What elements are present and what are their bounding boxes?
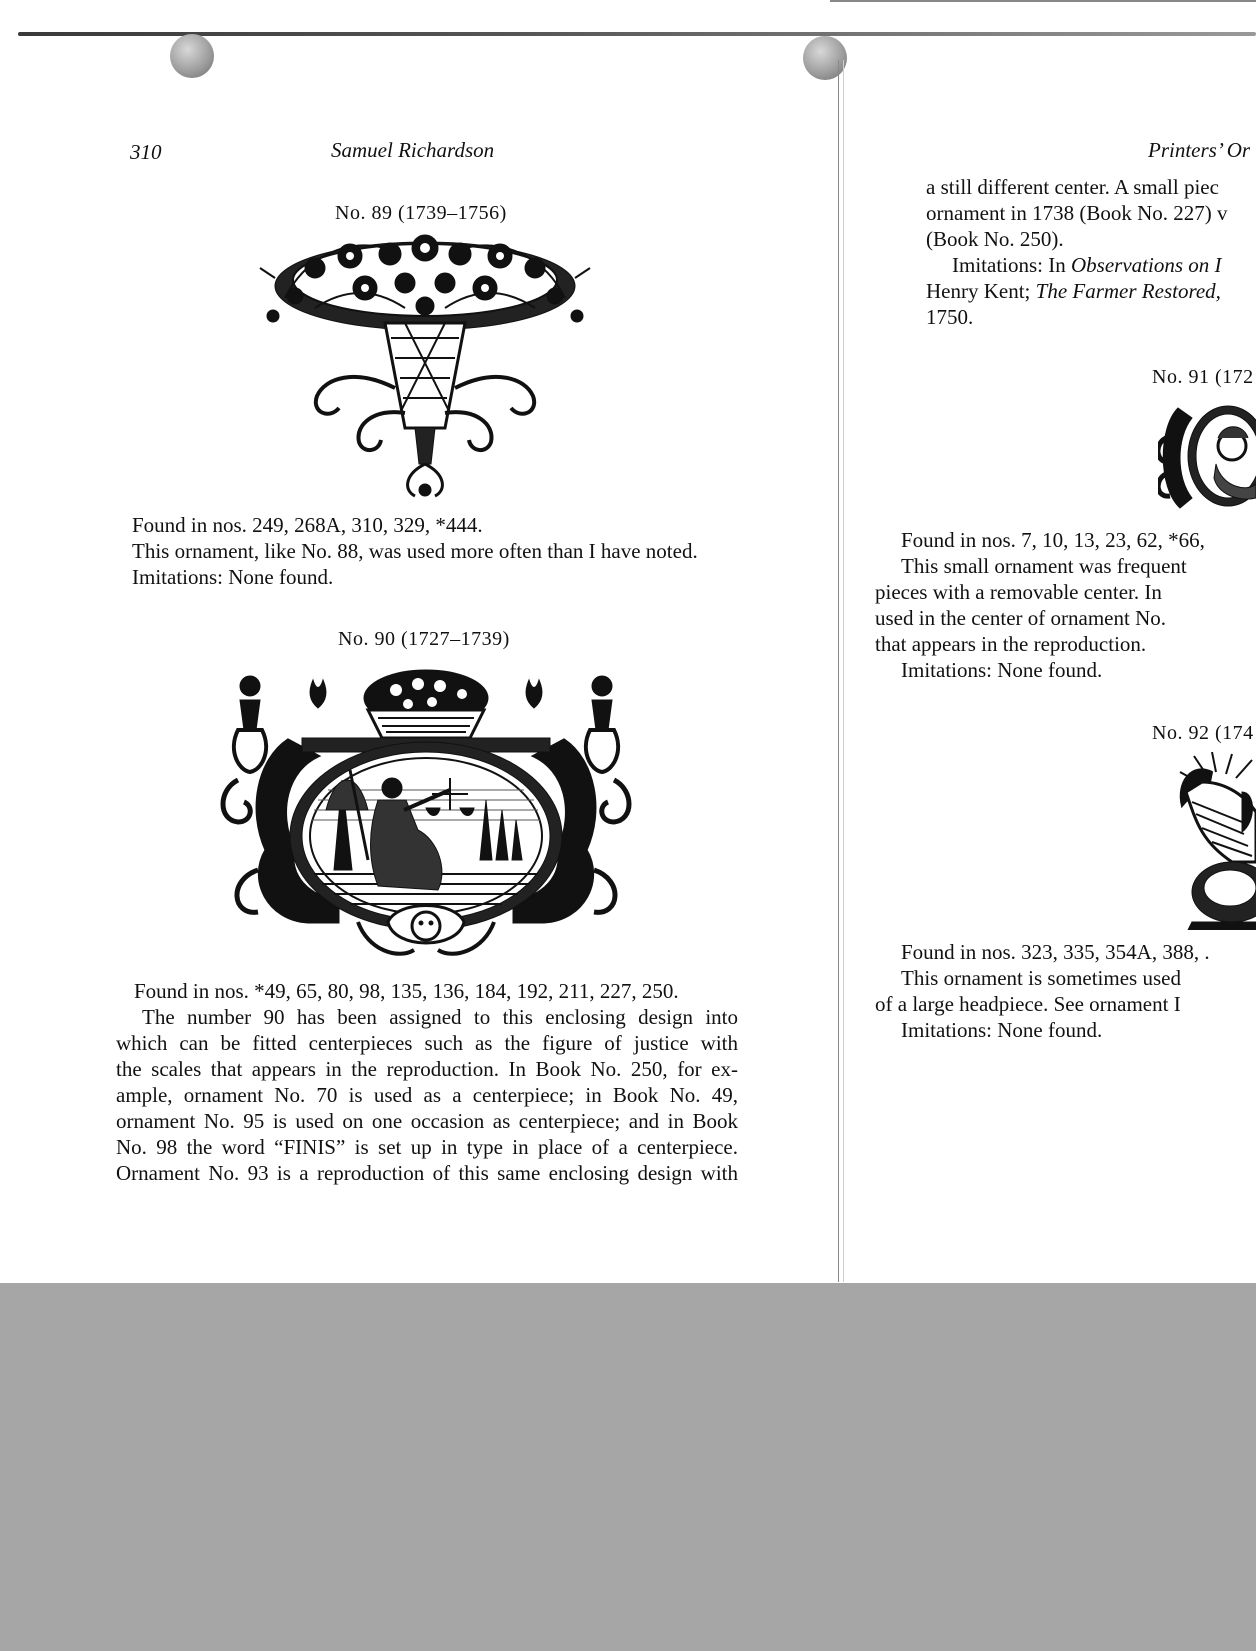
- ornament-92-body: This ornament is sometimes used of a large headpiece. See ornament I: [875, 966, 1181, 1016]
- running-head-right: Printers’ Or: [1148, 138, 1251, 162]
- ornament-92-eagle: [1172, 752, 1256, 930]
- ornament-89-flower-basket: [255, 228, 595, 504]
- page-gutter-shadow: [843, 60, 844, 1282]
- running-head: Samuel Richardson: [331, 138, 495, 162]
- scanner-background: [0, 1283, 1256, 1651]
- ornament-92-caption: No. 92 (174: [1152, 722, 1254, 744]
- ornament-89-note: This ornament, like No. 88, was used more often than I have noted.: [132, 539, 698, 563]
- imitations-text: Imitations: In Observations on I Henry Kent; The Farmer Restored, 1750.: [926, 253, 1222, 329]
- ornament-91-portrait-initial: [1158, 398, 1256, 516]
- page-gutter: [838, 60, 839, 1282]
- ornament-89-imitations: Imitations: None found.: [132, 565, 334, 589]
- ornament-90-found-in: Found in nos. *49, 65, 80, 98, 135, 136, 184, 192, 211, 227, 250.: [134, 979, 679, 1003]
- page-number: 310: [130, 140, 162, 164]
- ornament-89-caption: No. 89 (1739–1756): [335, 202, 507, 224]
- ornament-90-body: The number 90 has been assigned to this enclosing design into which can be fitted centerpieces such as the figure of justice with the scales that appears in the reproduction. In Book No. 250, for ex- ample, ornament No. 70 is used as a centerpiece; in Book No. 49, ornament No. 95 is used on one occasion as centerpiece; and in Book No. 98 the word “FINIS” is set up in type in place of a centerpiece. Ornament No. 93 is a reproduction of this same enclosing design with: [116, 1005, 738, 1185]
- ornament-89-found-in: Found in nos. 249, 268A, 310, 329, *444.: [132, 513, 483, 537]
- punch-hole-left: [170, 34, 214, 78]
- ornament-92-found-in: Found in nos. 323, 335, 354A, 388, .: [901, 940, 1210, 964]
- ornament-90-justice-cartouche: [218, 660, 634, 966]
- punch-hole-right: [803, 36, 847, 80]
- ornament-91-imitations: Imitations: None found.: [901, 658, 1103, 682]
- ornament-91-caption: No. 91 (172: [1152, 366, 1254, 388]
- right-page: [846, 0, 1256, 1283]
- continuation-text: a still different center. A small piec ornament in 1738 (Book No. 227) v (Book No. 250).: [926, 175, 1228, 251]
- ornament-91-body: This small ornament was frequent pieces with a removable center. In used in the center of ornament No. that appears in the reproduction.: [875, 554, 1187, 656]
- ornament-91-found-in: Found in nos. 7, 10, 13, 23, 62, *66,: [901, 528, 1205, 552]
- ornament-90-caption: No. 90 (1727–1739): [338, 628, 510, 650]
- ornament-92-imitations: Imitations: None found.: [901, 1018, 1103, 1042]
